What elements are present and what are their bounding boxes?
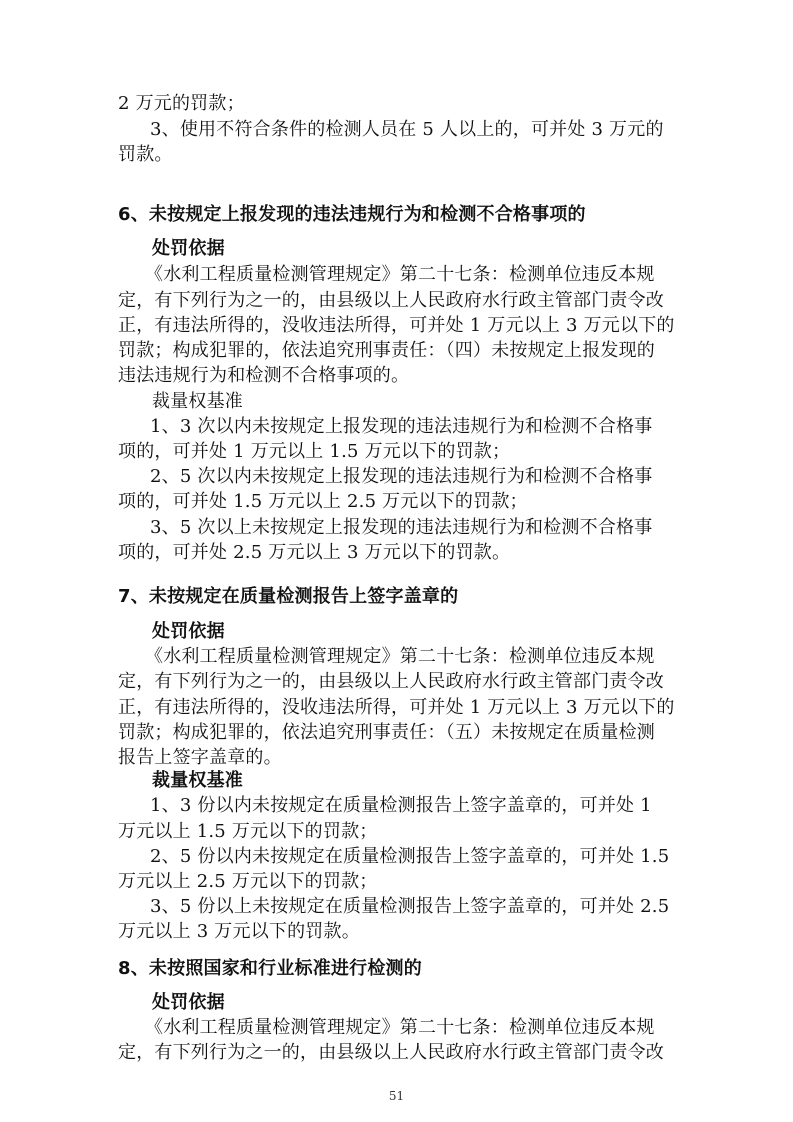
body-text-line: 3、5 次以上未按规定上报发现的违法违规行为和检测不合格事 — [150, 517, 653, 538]
body-text-line: 万元以上 3 万元以下的罚款。 — [118, 921, 360, 942]
body-text-line: 项的，可并处 1.5 万元以上 2.5 万元以下的罚款； — [118, 491, 528, 512]
body-text-line: 罚款。 — [118, 144, 173, 165]
subheading-discretion-standard: 裁量权基准 — [152, 770, 243, 791]
body-text-line: 报告上签字盖章的。 — [118, 747, 282, 768]
body-text-line: 万元以上 1.5 万元以下的罚款； — [118, 821, 378, 842]
body-text-line: 万元以上 2.5 万元以下的罚款； — [118, 871, 378, 892]
subheading-penalty-basis: 处罚依据 — [152, 238, 225, 259]
subheading-discretion-standard: 裁量权基准 — [152, 391, 243, 412]
body-text-line: 《水利工程质量检测管理规定》第二十七条：检测单位违反本规 — [145, 646, 655, 667]
body-text-line: 项的，可并处 2.5 万元以上 3 万元以下的罚款。 — [118, 542, 511, 563]
body-text-line: 罚款；构成犯罪的，依法追究刑事责任：（五）未按规定在质量检测 — [118, 722, 655, 743]
body-text-line: 《水利工程质量检测管理规定》第二十七条：检测单位违反本规 — [145, 264, 655, 285]
body-text-line: 罚款；构成犯罪的，依法追究刑事责任：（四）未按规定上报发现的 — [118, 340, 655, 361]
body-text-line: 项的，可并处 1 万元以上 1.5 万元以下的罚款； — [118, 441, 511, 462]
section-heading-7: 7、未按规定在质量检测报告上签字盖章的 — [118, 586, 459, 607]
page-number: 51 — [388, 1089, 405, 1103]
body-text-line: 正，有违法所得的，没收违法所得，可并处 1 万元以上 3 万元以下的 — [118, 315, 675, 336]
section-heading-8: 8、未按照国家和行业标准进行检测的 — [118, 958, 422, 979]
body-text-line: 违法违规行为和检测不合格事项的。 — [118, 365, 410, 386]
body-text-line: 正，有违法所得的，没收违法所得，可并处 1 万元以上 3 万元以下的 — [118, 697, 675, 718]
body-text-line: 3、使用不符合条件的检测人员在 5 人以上的，可并处 3 万元的 — [150, 119, 664, 140]
body-text-line: 2、5 份以内未按规定在质量检测报告上签字盖章的，可并处 1.5 — [150, 846, 670, 867]
body-text-line: 2 万元的罚款； — [118, 93, 245, 114]
subheading-penalty-basis: 处罚依据 — [152, 621, 225, 642]
body-text-line: 《水利工程质量检测管理规定》第二十七条：检测单位违反本规 — [145, 1017, 655, 1038]
body-text-line: 定，有下列行为之一的，由县级以上人民政府水行政主管部门责令改 — [118, 1042, 664, 1063]
body-text-line: 1、3 份以内未按规定在质量检测报告上签字盖章的，可并处 1 — [150, 795, 652, 816]
body-text-line: 定，有下列行为之一的，由县级以上人民政府水行政主管部门责令改 — [118, 290, 664, 311]
section-heading-6: 6、未按规定上报发现的违法违规行为和检测不合格事项的 — [118, 204, 586, 225]
subheading-penalty-basis: 处罚依据 — [152, 992, 225, 1013]
body-text-line: 1、3 次以内未按规定上报发现的违法违规行为和检测不合格事 — [150, 416, 653, 437]
body-text-line: 定，有下列行为之一的，由县级以上人民政府水行政主管部门责令改 — [118, 671, 664, 692]
body-text-line: 2、5 次以内未按规定上报发现的违法违规行为和检测不合格事 — [150, 466, 653, 487]
body-text-line: 3、5 份以上未按规定在质量检测报告上签字盖章的，可并处 2.5 — [150, 896, 670, 917]
